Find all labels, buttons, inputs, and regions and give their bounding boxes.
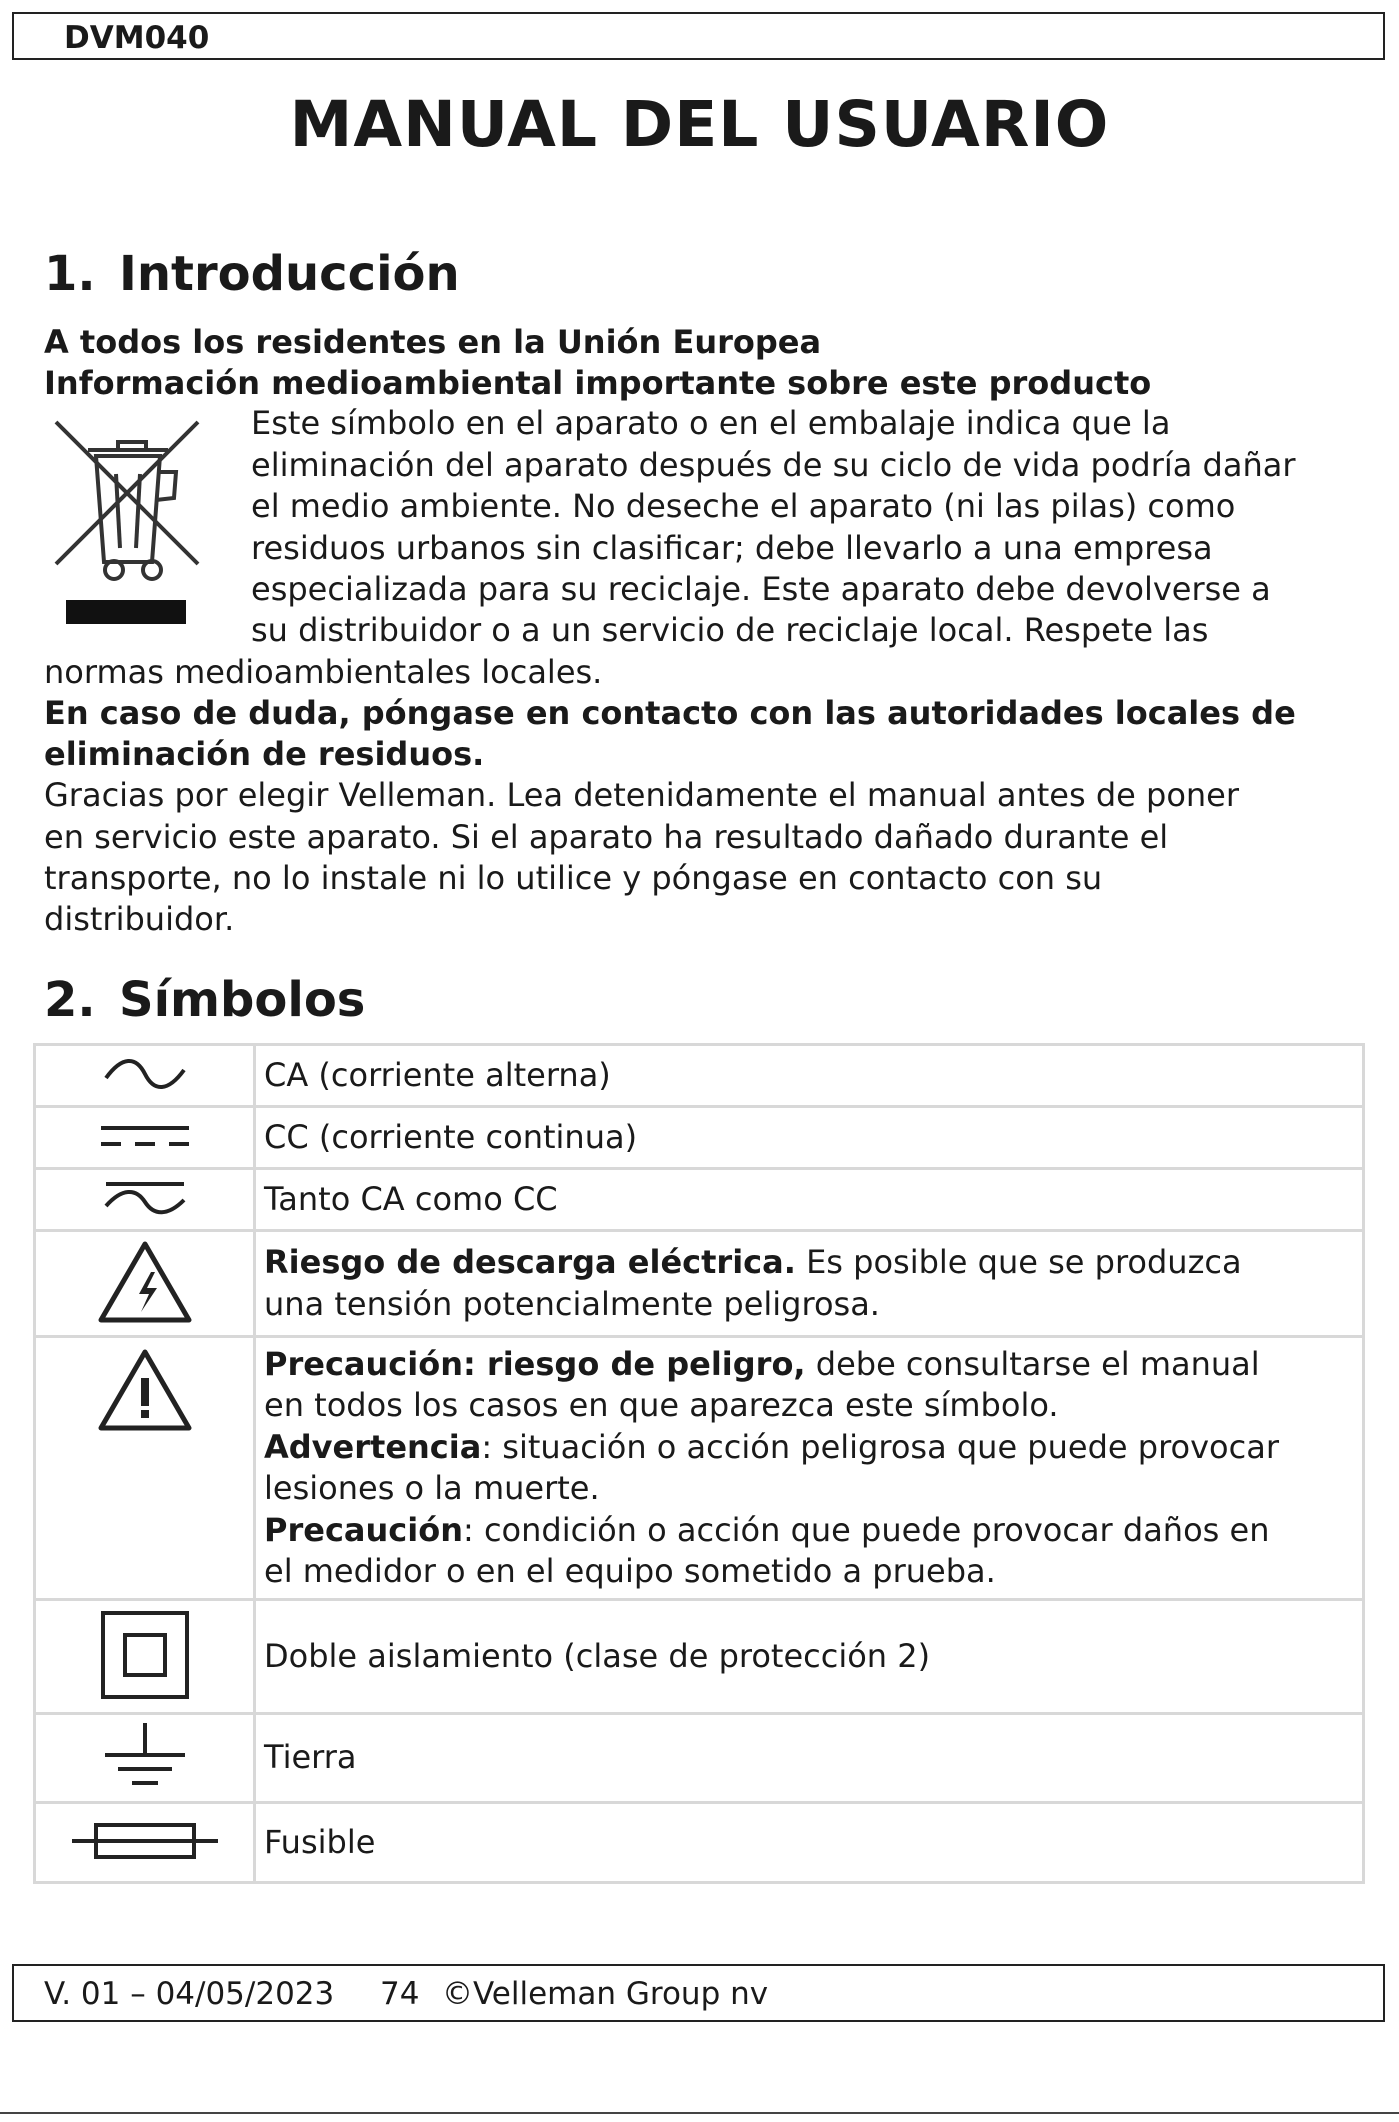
thanks-line-2: en servicio este aparato. Si el aparato ha resultado dañado durante el [44,818,1169,856]
table-row [35,1045,1364,1107]
weee-line-2: eliminación del aparato después de su ciclo de vida podría dañar [251,446,1296,484]
page-title: MANUAL DEL USUARIO [289,88,1110,161]
symbol-description: CA (corriente alterna) [255,1045,1364,1107]
footer-copyright: ©Velleman Group nv [442,1976,769,2012]
symbol-cell [35,1714,255,1803]
symbol-description: Tierra [255,1714,1364,1803]
symbol-cell [35,1231,255,1337]
section-1-heading [44,246,460,302]
table-row [35,1169,1364,1231]
bottom-divider [0,2112,1399,2114]
section-1-number: 1. [44,246,96,302]
ac-dc-icon [100,1176,190,1220]
electric-shock-warning-icon [95,1238,195,1326]
footer-version: V. 01 – 04/05/2023 [44,1976,335,2012]
symbol-description: Riesgo de descarga eléctrica. Es posible que se produzca una tensión potencialmente peligrosa. [255,1231,1364,1337]
weee-line-5: especializada para su reciclaje. Este aparato debe devolverse a [251,570,1271,608]
double-insulation-icon [99,1609,191,1701]
weee-line-6: su distribuidor o a un servicio de reciclaje local. Respete las [251,611,1209,649]
symbol-description: Fusible [255,1803,1364,1883]
caution-triangle-icon [95,1346,195,1434]
symbol-cell [35,1803,255,1883]
section-2-number: 2. [44,972,96,1028]
footer-page-number: 74 [380,1976,420,2012]
section-2-title: Símbolos [119,972,366,1028]
symbol-cell [35,1600,255,1714]
table-row [35,1337,1364,1600]
table-row [35,1231,1364,1337]
eu-residents-subheading: A todos los residentes en la Unión Europea [44,323,822,361]
table-row [35,1803,1364,1883]
weee-line-3: el medio ambiente. No deseche el aparato (ni las pilas) como [251,487,1236,525]
dc-current-icon [97,1116,193,1156]
thanks-line-4: distribuidor. [44,900,235,938]
ac-sine-icon [100,1054,190,1094]
environment-subheading: Información medioambiental importante sobre este producto [44,364,1152,402]
weee-bin-icon [48,414,208,634]
symbol-cell [35,1169,255,1231]
table-row [35,1600,1364,1714]
earth-ground-icon [100,1721,190,1791]
weee-line-1: Este símbolo en el aparato o en el embalaje indica que la [251,404,1171,442]
weee-line-4: residuos urbanos sin clasificar; debe llevarlo a una empresa [251,529,1213,567]
table-row [35,1714,1364,1803]
symbol-description: CC (corriente continua) [255,1107,1364,1169]
symbols-table [33,1043,1365,1884]
model-number: DVM040 [64,20,210,56]
table-row [35,1107,1364,1169]
symbol-cell [35,1337,255,1600]
header-bar [12,12,1385,60]
footer-bar [12,1964,1385,2022]
symbol-cell [35,1045,255,1107]
fuse-icon [70,1819,220,1863]
symbol-description: Doble aislamiento (clase de protección 2) [255,1600,1364,1714]
thanks-line-3: transporte, no lo instale ni lo utilice y póngase en contacto con su [44,859,1103,897]
thanks-line-1: Gracias por elegir Velleman. Lea detenidamente el manual antes de poner [44,776,1240,814]
weee-line-7: normas medioambientales locales. [44,653,603,691]
section-2-heading [44,972,365,1028]
symbol-cell [35,1107,255,1169]
symbol-description: Tanto CA como CC [255,1169,1364,1231]
doubt-line-2: eliminación de residuos. [44,735,485,773]
symbol-description: Precaución: riesgo de peligro, debe consultarse el manual en todos los casos en que aparezca este símbolo. Advertencia: situación o acción peligrosa que puede provocar lesiones o la muerte. Precaución: condición o acción que puede provocar daños en el medidor o en el equipo sometido a prueba. [255,1337,1364,1600]
section-1-title: Introducción [119,246,460,302]
doubt-line-1: En caso de duda, póngase en contacto con las autoridades locales de [44,694,1296,732]
